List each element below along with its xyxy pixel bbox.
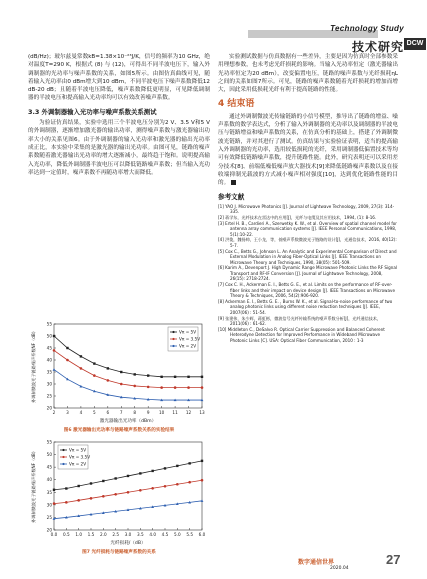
x-tick-label: 13 [199, 410, 205, 415]
reference-item: [1] YAO J. Microwave Photonics [J]. Journal of Lightwave Technology, 2009, 27(3): 314-335. [218, 203, 395, 215]
data-point [120, 371, 122, 373]
data-point [188, 481, 191, 484]
x-tick-label: 8 [133, 410, 137, 415]
x-tick-label: 3.5 [136, 532, 144, 537]
y-tick-label: 50 [46, 333, 52, 339]
reference-item: [2] 蒋学东，光纤技术在雷达中的应用[J]，光纤与电缆及其应用技术，1994, (1): 8-16. [218, 214, 377, 220]
data-point [65, 487, 67, 489]
data-point [53, 502, 56, 505]
data-point [53, 368, 56, 371]
x-axis-label: 光纤损耗/（dB） [110, 541, 146, 546]
data-point [187, 376, 189, 378]
left-paragraph-2: 为验证仿真结果，实验中选用三个半波电压分别为2 V、3.5 V和5 V的外调制器，逐渐增加激光器的输出功率，测得噪声系数与激光器输出功率大小的关系见图6。由于外调制器的输入光功率和激光器的输出光功率成正比，本实验中采集的是激光器的输出光功率。由图可见，链路的噪声系数随着激光器输出光功率的增大逐渐减小，最终趋于饱和。说明提高输入光功率，降低外调制器半波电压可以降低链路噪声系数；但当输入光功率达到一定值时，噪声系数不再随功率增大而降低。 [28, 120, 210, 176]
journal-logo: DCW [404, 38, 426, 50]
reference-item: [10] Middleton C., DeSalvo R. Optical Carrier Suppression and Balanced Coherent Heterodyne Detection for Improved Performance in Wideband Microwave Photonic Links [C]. USA: Optical Fiber Communication, 2010 : 1-3 [218, 326, 385, 343]
y-tick-label: 35 [46, 369, 52, 375]
reference-item: [5] Cox C., Betts G., Johnson L. An Analytic and Experimental Comparison of Direct and External Modulation in Analog Fiber-Optical Links [J]. IEEE Transactions on Microwave Theory and Techniques, 1990, 38(05): 501-509. [218, 248, 397, 265]
data-point [53, 349, 56, 352]
figure-7-chart [28, 436, 210, 548]
y-tick-label: 55 [46, 321, 52, 327]
data-point [80, 367, 83, 370]
data-point [176, 465, 178, 467]
section-title-zh: 技术研究 [351, 40, 404, 54]
page-number: 27 [386, 552, 401, 567]
legend-label: Vπ = 3.5V [69, 454, 91, 460]
right-column [218, 53, 398, 344]
y-tick-label: 30 [46, 381, 52, 387]
y-tick-label: 50 [46, 452, 52, 458]
y-tick-label: 25 [46, 514, 52, 520]
left-paragraph-1: (dB/Hz)；玻尔兹曼常数kB=1.38×10⁻²³J/K，信号的频率为10 GHz，绝对温度T=290 K，根据式 (8) 与 (12)，可得出不同半波电压下，输入外调制器的光功率与噪声系数的关系，如图5所示。由图仿真曲线可见，随着输入光功率由0 dBm增大到10 dBm，不同半波电压下噪声系数降低12 dB-20 dB；且随着半波电压降低，噪声系数降低更明显，可见降低调制器的半波电压和提高输入光功率均可以有效改善噪声系数。 [28, 54, 210, 102]
references-heading: 参考文献 [218, 193, 245, 202]
legend-marker [62, 463, 64, 465]
y-axis-label: 外调制微波光子链路噪声系数NF（dB） [31, 449, 36, 523]
legend-label: Vπ = 5V [179, 329, 197, 335]
reference-item: [4] 洪俊，魏扬帅，王小龙，等，低噪声系数微波光子链路的设计[J]，光通信技术，2016, 40(12): 5-7. [218, 237, 397, 248]
y-tick-label: 55 [46, 439, 52, 445]
legend-label: Vπ = 3.5V [179, 336, 201, 342]
data-point [164, 467, 166, 469]
data-point [134, 373, 136, 375]
y-tick-label: 40 [46, 357, 52, 363]
reference-item: [7] Cox C. H., Ackerman E. I., Betts G. E., et al. Limits on the performance of RF-over-fiber links and their impact on device design [J]. IEEE Transactions on Microwave Theory & Techniques, 2006, 54(2):906-920. [218, 282, 395, 299]
data-point [151, 487, 154, 490]
y-tick-label: 45 [46, 345, 52, 351]
data-point [201, 386, 204, 389]
data-point [201, 376, 203, 378]
references-list [218, 204, 398, 344]
y-tick-label: 25 [46, 393, 52, 399]
data-point [77, 499, 80, 502]
x-tick-label: 10 [158, 410, 165, 415]
x-tick-label: 3 [66, 410, 69, 415]
x-tick-label: 12 [185, 410, 192, 415]
x-tick-label: 5.5 [186, 532, 194, 537]
x-tick-label: 1.5 [87, 532, 95, 537]
legend-label: Vπ = 5V [69, 447, 87, 453]
data-point [107, 379, 110, 382]
data-point [53, 335, 55, 337]
data-point [176, 483, 179, 486]
legend-marker [62, 449, 64, 451]
x-tick-label: 3.0 [124, 532, 132, 537]
x-tick-label: 6.0 [198, 532, 206, 537]
legend-marker [172, 338, 174, 340]
data-point [114, 477, 116, 479]
data-point [93, 374, 96, 377]
legend-label: Vπ = 2V [179, 343, 197, 349]
section-3-3-heading: 3.3 外调制器输入光功率与噪声系数关系测试 [28, 107, 157, 116]
figure-6-caption: 图6 激光器输出光功率与链路噪声系数关系的实验结果 [63, 428, 175, 433]
figure-6-chart [28, 318, 210, 426]
data-point [102, 495, 105, 498]
x-tick-label: 5 [93, 410, 96, 415]
legend-marker [172, 345, 174, 347]
data-point [147, 374, 149, 376]
x-tick-label: 9 [146, 410, 150, 415]
data-point [102, 480, 104, 482]
x-axis-label: 激光器输出光功率（dBm） [99, 419, 157, 424]
data-point [201, 460, 203, 462]
x-tick-label: 5.0 [173, 532, 181, 537]
data-point [174, 386, 177, 389]
x-tick-label: 2 [52, 410, 56, 415]
y-tick-label: 30 [46, 502, 52, 508]
data-point [66, 359, 69, 362]
data-point [114, 493, 117, 496]
x-tick-label: 4.5 [161, 532, 169, 537]
x-tick-label: 4.0 [149, 532, 157, 537]
footer-journal: 数字通信世界 [298, 559, 335, 566]
data-point [139, 489, 142, 492]
end-mark-icon [231, 180, 236, 185]
footer-date: 2020.04 [330, 566, 349, 571]
x-tick-label: 6 [106, 410, 110, 415]
data-point [66, 347, 68, 349]
right-paragraph-2: 通过外调制微波光传输链路的小信号模型，推导出了链路的增益、噪声系数的数学表达式，分析了输入外调制器的光功率以及调制器的半波电压与链路增益和噪声系数的关系，在仿真分析的基础上，搭建了外调制微波光链路，并对其进行了测试。仿真结果与实验验证表明，适当的提高输入外调制器的光功率，选用较低损耗的光纤，采用调制器低偏置技术等均可有效降低链路噪声系数，提升链路性能。此外，研究表明还可以采用差分技术[8]、前端低噪低噪声放大器技术[9]来降低链路噪声系数以及在接收端抑制光载波的方式减小噪声相对强度[10]，达到优化链路性能的目的。 [218, 113, 398, 187]
figure-7-caption: 图7 光纤损耗与链路噪声系数的关系 [82, 550, 156, 555]
reference-item: [3] Ertel H. B., Cardieri A., Szerwetky K. W., et al. Overview of spatial channel model for antenna array communication systems [J]. IEEE Personal Communications, 1998, 5(1):10-22. [218, 220, 397, 237]
x-tick-label: 2.0 [99, 532, 107, 537]
data-point [77, 485, 79, 487]
data-point [127, 475, 129, 477]
reference-item: [9] 张建伟，朱少辉，蒋虹彬，微波信号光纤传输系统的噪声系数分析[J]，光纤通信技术，2011(06) : 61-62. [218, 315, 381, 327]
legend-marker [172, 331, 174, 333]
x-tick-label: 2.5 [112, 532, 120, 537]
legend-marker [62, 456, 64, 458]
x-tick-label: 11 [172, 410, 178, 415]
data-point [120, 383, 123, 386]
right-paragraph-1: 实验测试数据与仿真数据有一些差异，主要是因为仿真时全部参数采用理想参数，也未考虑光纤损耗的影响。当输入光功率恒定（激光器输出光功率恒定为20 dBm），改变偏置电压，链路的噪声系数与光纤损耗ηL之间的关系如图7所示。可见，链路的噪声系数随着光纤损耗的增加而增大，因此采用低损耗光纤有利于提高链路的性能。 [218, 54, 398, 94]
data-point [90, 482, 92, 484]
data-point [201, 479, 204, 482]
data-point [151, 470, 153, 472]
legend-label: Vπ = 2V [69, 461, 87, 467]
reference-item: [6] Karim A., Devenport J. High Dynamic Range Microwave Photonic Links the RF Signal Transport and RF-IF Conversion [J]. Journal of Lightwave Technology, 2008, 26(15): 2718-2724. [218, 265, 398, 282]
y-tick-label: 20 [46, 405, 52, 411]
y-tick-label: 45 [46, 464, 52, 470]
x-tick-label: 0.5 [62, 532, 70, 537]
data-point [160, 376, 162, 378]
data-point [147, 386, 150, 389]
x-tick-label: 7 [119, 410, 123, 415]
left-column [28, 53, 210, 177]
y-axis-label: 外调制微波光子链路噪声系数NF（dB） [31, 329, 36, 403]
x-tick-label: 1.0 [75, 532, 83, 537]
data-point [160, 386, 163, 389]
series-line [54, 350, 202, 387]
y-tick-label: 20 [46, 527, 52, 533]
data-point [164, 485, 167, 488]
x-tick-label: 0.0 [50, 532, 58, 537]
data-point [127, 491, 130, 494]
data-point [188, 462, 190, 464]
y-tick-label: 35 [46, 489, 52, 495]
data-point [93, 362, 95, 364]
data-point [139, 472, 141, 474]
data-point [65, 501, 68, 504]
data-point [133, 385, 136, 388]
data-point [80, 355, 82, 357]
x-tick-label: 4 [79, 410, 83, 415]
section-title-en: Technology Study [330, 24, 404, 33]
data-point [90, 497, 93, 500]
y-tick-label: 40 [46, 477, 52, 483]
data-point [53, 489, 55, 491]
data-point [174, 376, 176, 378]
data-point [107, 367, 109, 369]
data-point [187, 386, 190, 389]
reference-item: [8] Ackerman E. I., Betts G. E. , Burns W. K., et al. Signal-to-noise performance of two analog photonic links using different noise reduction techniques [J]. IEEE, 2007(06) : 51-54. [218, 298, 393, 316]
section-4-heading: 4 结束语 [218, 99, 255, 110]
page-header [0, 0, 427, 54]
